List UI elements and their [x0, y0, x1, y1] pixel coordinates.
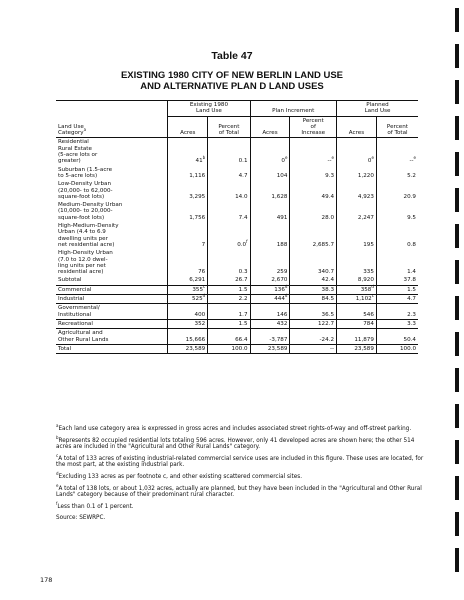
cell-planned-percent: 20.9 [376, 180, 418, 201]
table-number: Table 47 [211, 50, 253, 62]
cell-existing-acres: 7 [168, 222, 208, 249]
footnote: $^c$A total of 133 acres of existing industrial-related commercial service uses are included in this figure. These uses are located, for the most part, at the existing industrial park. [56, 452, 424, 469]
table-row [56, 201, 418, 222]
footnote-marker: c [371, 293, 374, 299]
cell-existing-acres: 1,116 [168, 166, 208, 181]
cell-increment-percent: 38.3 [290, 285, 337, 294]
table-row [56, 180, 418, 201]
cell-planned-percent: 5.2 [376, 166, 418, 181]
table-row [56, 319, 418, 328]
cell-planned-acres: 1,102$^c$ [337, 295, 377, 304]
cell-increment-percent: 42.4 [290, 276, 337, 285]
header-planned: Planned Land Use [337, 101, 418, 117]
cell-planned-acres: 358$^d$ [337, 285, 377, 294]
cell-increment-acres: 432 [250, 319, 290, 328]
footnote-marker: b [202, 155, 206, 161]
row-category: Suburban (1.5-acre to 5-acre lots) [58, 166, 113, 179]
subtitle-line: AND ALTERNATIVE PLAN D LAND USES [140, 81, 324, 92]
footnote-marker: c [203, 283, 206, 289]
footnote-marker: e [284, 155, 288, 161]
cell-planned-acres: 546 [337, 304, 377, 320]
header-increment-percent: Percent of Increase [290, 116, 337, 138]
subtitle-line: EXISTING 1980 CITY OF NEW BERLIN LAND USE [120, 70, 344, 81]
cell-increment-acres: -3,787 [250, 329, 290, 345]
row-category: Governmental/ Institutional [56, 304, 168, 320]
page-edge-marks [455, 8, 459, 584]
cell-increment-percent: 122.7 [290, 319, 337, 328]
cell-existing-acres: 41$^b$ [168, 138, 208, 166]
cell-planned-percent: 100.0 [376, 344, 418, 353]
cell-increment-acres: 0e [250, 138, 290, 166]
cell-planned-percent: 3.3 [376, 319, 418, 328]
footnote-marker: d [284, 293, 288, 299]
table-body [56, 138, 418, 354]
header-planned-percent: Percent of Total [376, 116, 418, 138]
cell-increment-percent: 2,685.7 [290, 222, 337, 249]
table-row [56, 249, 418, 276]
cell-increment-acres: 444$^d$ [250, 295, 290, 304]
cell-planned-acres: 0e [337, 138, 377, 166]
cell-existing-acres: 6,291 [168, 276, 208, 285]
cell-planned-acres: 4,923 [337, 180, 377, 201]
source-note: Source: SEWRPC. [56, 515, 106, 522]
cell-planned-acres: 335 [337, 249, 377, 276]
footnote-marker: e [413, 155, 416, 161]
header-plan-increment: Plan Increment [250, 101, 336, 117]
header-increment-acres: Acres [250, 116, 290, 138]
cell-planned-acres: 11,879 [337, 329, 377, 345]
footnote-marker: d [284, 283, 288, 289]
table-row [56, 166, 418, 181]
cell-existing-acres: 525$^d$ [168, 295, 208, 304]
footnote-marker: e [331, 155, 335, 161]
footnote: $^e$A total of 138 lots, or about 1,032 acres, actually are planned, but they have been included in the "Agricultural and Other Rural Lands" category because of their predominant rural character. [56, 482, 422, 499]
cell-existing-percent: 0.1 [208, 138, 250, 166]
footnote: $^d$Excluding 133 acres as per footnote c, and other existing scattered commercial sites. [56, 471, 303, 480]
cell-existing-percent: 1.7 [208, 304, 250, 320]
cell-increment-acres: 491 [250, 201, 290, 222]
cell-planned-percent: 4.7 [376, 295, 418, 304]
row-category: Residential Rural Estate (5-acre lots or greater) [58, 139, 98, 165]
header-existing: Existing 1980 Land Use [168, 101, 250, 117]
footnote-marker: e [371, 155, 374, 161]
cell-existing-acres: 23,589 [168, 344, 208, 353]
cell-existing-acres: 355$^c$ [168, 285, 208, 294]
table-row [56, 344, 418, 353]
cell-existing-percent: 0.0$^f$ [208, 222, 250, 249]
cell-existing-acres: 15,666 [168, 329, 208, 345]
cell-planned-percent: 37.8 [376, 276, 418, 285]
cell-increment-percent: -- [290, 344, 337, 353]
footnote: $^f$Less than 0.1 of 1 percent. [56, 500, 134, 510]
cell-existing-acres: 76 [168, 249, 208, 276]
footnote-marker: f [246, 239, 248, 245]
row-category: High-Density Urban (7.0 to 12.0 dwel- ling units per net residential acre) [58, 250, 113, 276]
cell-existing-acres: 1,756 [168, 201, 208, 222]
table-row [56, 222, 418, 249]
cell-planned-percent: 0.8 [376, 222, 418, 249]
row-category: Industrial [56, 295, 168, 304]
row-category: Subtotal [58, 277, 82, 284]
cell-existing-acres: 3,295 [168, 180, 208, 201]
cell-planned-percent: --$^e$ [376, 138, 418, 166]
cell-existing-percent: 4.7 [208, 166, 250, 181]
cell-planned-percent: 2.3 [376, 304, 418, 320]
row-category: Low-Density Urban (20,000- to 62,000- square-foot lots) [58, 181, 113, 200]
cell-increment-percent: 84.5 [290, 295, 337, 304]
cell-planned-percent: 9.5 [376, 201, 418, 222]
cell-increment-acres: 259 [250, 249, 290, 276]
footnote-marker: d [202, 293, 206, 299]
cell-planned-acres: 784 [337, 319, 377, 328]
cell-increment-percent: --$^e$ [290, 138, 337, 166]
row-category: Medium-Density Urban (10,000- to 20,000- square-foot lots) [58, 202, 123, 221]
cell-existing-percent: 26.7 [208, 276, 250, 285]
cell-increment-acres: 188 [250, 222, 290, 249]
cell-existing-percent: 1.5 [208, 285, 250, 294]
row-category: Recreational [56, 319, 168, 328]
cell-planned-percent: 50.4 [376, 329, 418, 345]
row-category: Commercial [56, 285, 168, 294]
cell-increment-percent: 49.4 [290, 180, 337, 201]
cell-increment-percent: 340.7 [290, 249, 337, 276]
cell-increment-percent: 36.5 [290, 304, 337, 320]
cell-existing-acres: 400 [168, 304, 208, 320]
cell-planned-acres: 23,589 [337, 344, 377, 353]
cell-increment-acres: 136$^d$ [250, 285, 290, 294]
land-use-table [56, 100, 418, 354]
cell-existing-acres: 352 [168, 319, 208, 328]
header-planned-acres: Acres [337, 116, 377, 138]
table-row [56, 304, 418, 320]
page-number: 178 [40, 576, 53, 584]
table-row [56, 285, 418, 294]
header-existing-percent: Percent of Total [208, 116, 250, 138]
cell-existing-percent: 66.4 [208, 329, 250, 345]
cell-increment-percent: -24.2 [290, 329, 337, 345]
row-category: Total [56, 344, 168, 353]
header-existing-acres: Acres [168, 116, 208, 138]
table-row [56, 295, 418, 304]
table-subtitle [0, 70, 464, 92]
cell-existing-percent: 14.0 [208, 180, 250, 201]
cell-increment-acres: 23,589 [250, 344, 290, 353]
footnotes [56, 423, 428, 527]
table-row [56, 329, 418, 345]
cell-increment-acres: 2,670 [250, 276, 290, 285]
cell-planned-acres: 8,920 [337, 276, 377, 285]
footnote-marker: d [371, 283, 374, 289]
footnote: $^a$Each land use category area is expressed in gross acres and includes associated street rights-of-way and off-street parking. [56, 423, 412, 432]
cell-increment-acres: 104 [250, 166, 290, 181]
table-row [56, 138, 418, 166]
cell-planned-acres: 1,220 [337, 166, 377, 181]
cell-planned-acres: 195 [337, 222, 377, 249]
table-row [56, 276, 418, 285]
row-category: High-Medium-Density Urban (4.4 to 6.9 dwelling units per net residential acre) [58, 223, 119, 248]
cell-existing-percent: 2.2 [208, 295, 250, 304]
cell-increment-acres: 146 [250, 304, 290, 320]
cell-increment-acres: 1,628 [250, 180, 290, 201]
cell-existing-percent: 0.3 [208, 249, 250, 276]
cell-planned-percent: 1.4 [376, 249, 418, 276]
cell-existing-percent: 1.5 [208, 319, 250, 328]
cell-increment-percent: 9.3 [290, 166, 337, 181]
row-category: Agricultural and Other Rural Lands [56, 329, 168, 345]
footnote: $^b$Represents 82 occupied residential lots totaling 596 acres. However, only 41 developed acres are shown here; the other 514 acres are included in the "Agricultural and Other Rural Lands" category. [56, 434, 415, 451]
cell-increment-percent: 28.0 [290, 201, 337, 222]
cell-planned-percent: 1.5 [376, 285, 418, 294]
cell-existing-percent: 100.0 [208, 344, 250, 353]
header-category: Land Use Category$^a$ [56, 101, 168, 138]
cell-planned-acres: 2,247 [337, 201, 377, 222]
cell-existing-percent: 7.4 [208, 201, 250, 222]
